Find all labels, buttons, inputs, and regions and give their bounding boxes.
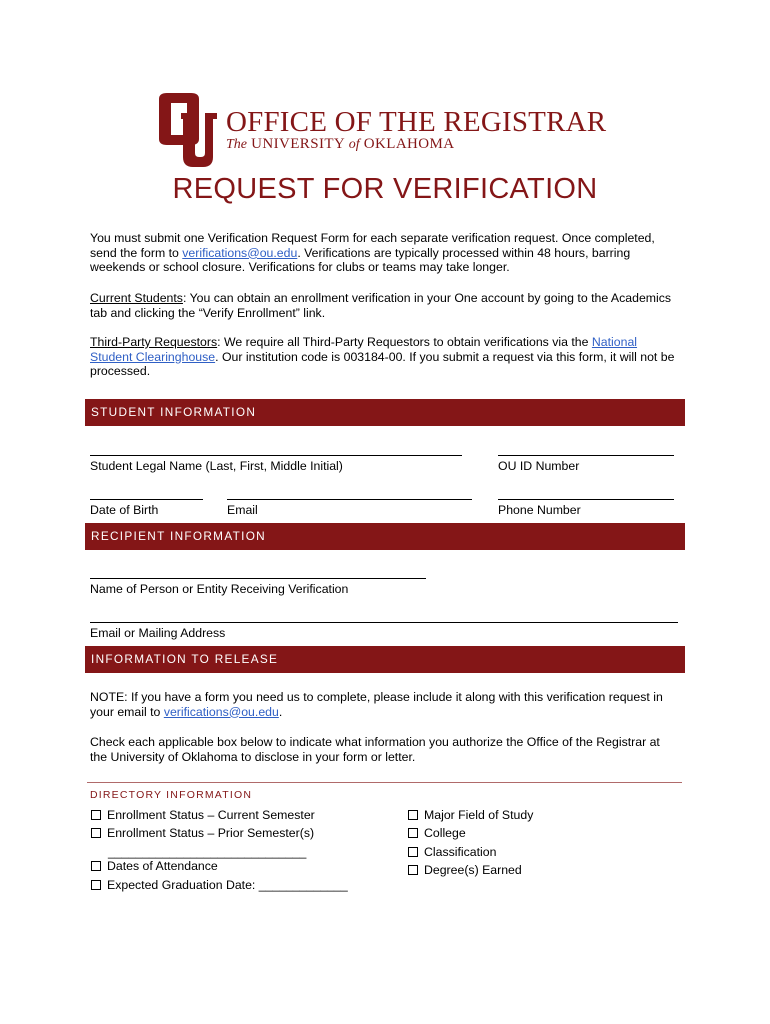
checkbox-label: Classification — [424, 845, 497, 859]
form-title: REQUEST FOR VERIFICATION — [172, 173, 598, 205]
checkbox-dates-attendance[interactable] — [91, 859, 218, 873]
third-party-text-1: : We require all Third-Party Requestors to obtain verifications via the — [217, 335, 592, 349]
prior-semester-blank[interactable]: _____________________________ — [108, 845, 307, 859]
checkbox-box[interactable] — [408, 810, 418, 820]
recipient-name-label: Name of Person or Entity Receiving Verification — [90, 582, 349, 596]
ou-logo-icon — [157, 91, 219, 169]
univ-the: The — [226, 137, 247, 152]
phone-field[interactable] — [498, 499, 674, 500]
dob-label: Date of Birth — [90, 503, 159, 517]
third-party-text-2: . Our institution code is 003184-00. If you submit a request via this form, it will not be processed. — [90, 349, 675, 379]
checkbox-box[interactable] — [408, 828, 418, 838]
third-party-paragraph — [90, 335, 680, 379]
checkbox-label: Degree(s) Earned — [424, 863, 522, 877]
checkbox-expected-graduation[interactable] — [91, 878, 348, 892]
checkbox-degrees[interactable] — [408, 863, 522, 877]
office-title: OFFICE OF THE REGISTRAR — [226, 106, 607, 138]
checkbox-current-semester[interactable] — [91, 808, 315, 822]
checkbox-label: Expected Graduation Date: _____________ — [107, 878, 348, 892]
checkbox-label: Enrollment Status – Current Semester — [107, 808, 315, 822]
current-students-text: : You can obtain an enrollment verification in your One account by going to the Academics tab and clicking the “Verify Enrollment” link. — [90, 291, 672, 320]
checkbox-label: Dates of Attendance — [107, 859, 218, 873]
release-note-text-2: . — [278, 704, 283, 719]
checkbox-prior-semester[interactable] — [91, 826, 314, 840]
intro-text-2: . Verifications are typically processed within 48 hours, barring weekends or school closure. Verifications for clubs or teams may take longer. — [90, 245, 631, 275]
email-label: Email — [227, 503, 258, 517]
checkbox-box[interactable] — [91, 810, 101, 820]
intro-text-1: You must submit one Verification Request Form for each separate verification request. Once completed, send the form to — [90, 231, 655, 260]
checkbox-label: Major Field of Study — [424, 808, 534, 822]
release-email-link[interactable]: verifications@ou.edu — [163, 704, 279, 719]
legal-name-label: Student Legal Name (Last, First, Middle Initial) — [90, 459, 343, 473]
checkbox-label: College — [424, 826, 466, 840]
checkbox-box[interactable] — [408, 865, 418, 875]
ou-id-label: OU ID Number — [498, 459, 580, 473]
checkbox-college[interactable] — [408, 826, 466, 840]
phone-label: Phone Number — [498, 503, 581, 517]
checkbox-major[interactable] — [408, 808, 533, 822]
checkbox-box[interactable] — [408, 847, 418, 857]
email-field[interactable] — [227, 499, 472, 500]
university-name — [226, 137, 455, 152]
checkbox-box[interactable] — [91, 880, 101, 890]
recipient-address-label: Email or Mailing Address — [90, 626, 226, 640]
ou-id-field[interactable] — [498, 455, 674, 456]
release-info-header: INFORMATION TO RELEASE — [85, 646, 685, 673]
checkbox-box[interactable] — [91, 861, 101, 871]
release-note-text-1: NOTE: If you have a form you need us to complete, please include it along with this verification request in your email to — [90, 690, 663, 719]
checkbox-classification[interactable] — [408, 845, 496, 859]
intro-paragraph — [90, 231, 680, 275]
directory-divider — [87, 782, 682, 783]
recipient-info-header: RECIPIENT INFORMATION — [85, 523, 685, 550]
student-info-header: STUDENT INFORMATION — [85, 399, 685, 426]
univ-of: of — [348, 137, 360, 152]
univ-oklahoma: OKLAHOMA — [363, 136, 455, 152]
current-students-paragraph — [90, 291, 680, 320]
release-note — [90, 690, 680, 719]
checkbox-box[interactable] — [91, 828, 101, 838]
directory-heading: DIRECTORY INFORMATION — [90, 789, 253, 801]
check-instructions: Check each applicable box below to indicate what information you authorize the Office of the Registrar at the University of Oklahoma to disclose in your form or letter. — [90, 735, 660, 764]
dob-field[interactable] — [90, 499, 203, 500]
legal-name-field[interactable] — [90, 455, 462, 456]
recipient-name-field[interactable] — [90, 578, 426, 579]
recipient-address-field[interactable] — [90, 622, 678, 623]
univ-university: UNIVERSITY — [251, 136, 345, 152]
clearinghouse-link[interactable]: National Student Clearinghouse — [90, 335, 638, 364]
third-party-label: Third-Party Requestors — [90, 335, 218, 349]
current-students-label: Current Students — [90, 291, 183, 305]
checkbox-label: Enrollment Status – Prior Semester(s) — [107, 826, 315, 840]
verifications-email-link[interactable]: verifications@ou.edu — [182, 245, 298, 260]
